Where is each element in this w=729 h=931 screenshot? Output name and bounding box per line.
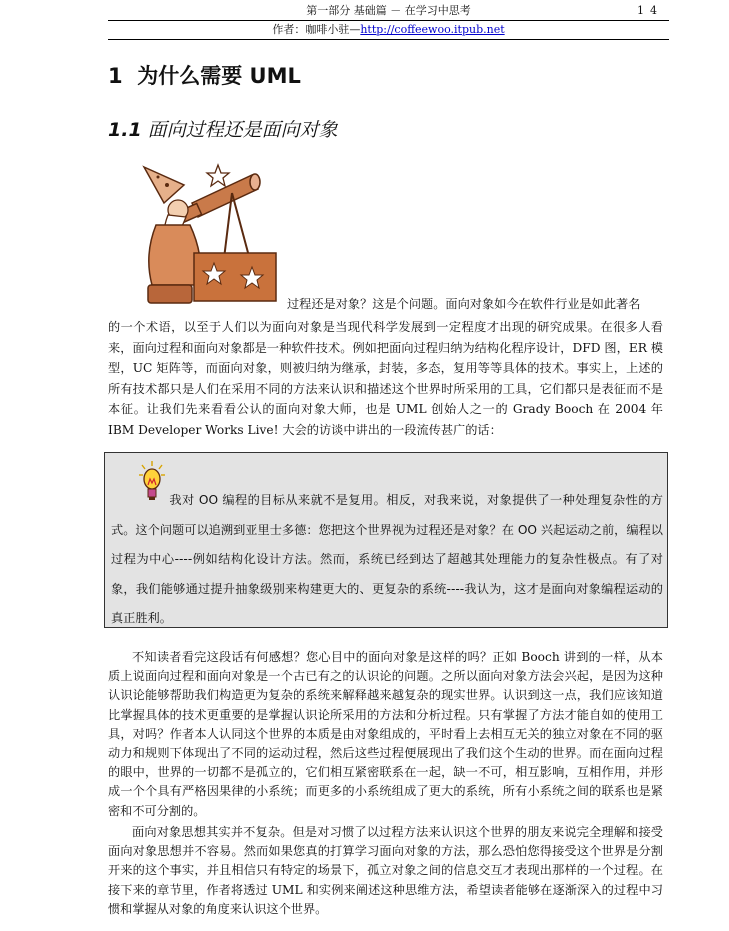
page-number: 14 bbox=[637, 4, 663, 17]
quote-text bbox=[111, 486, 663, 634]
intro-first-line: 过程还是对象？这是个问题。面向对象如今在软件行业是如此著名 bbox=[287, 297, 641, 311]
page-header bbox=[108, 4, 669, 40]
header-section-title: 第一部分 基础篇 － 在学习中思考 bbox=[306, 4, 471, 17]
header-rule-bottom bbox=[108, 39, 669, 40]
section-number: 1.1 bbox=[108, 119, 142, 141]
chapter-heading bbox=[108, 60, 301, 90]
author-label: 作者：咖啡小驻— bbox=[272, 23, 361, 36]
body-paragraph-2: 不知读者看完这段话有何感想？您心目中的面向对象是这样的吗？正如 Booch 讲到的一样，从本质上说面向过程和面向对象是一个古已有之的认识论的问题。之所以面向对象方法会兴起，是因为这种认识论能够帮助我们构造更为复杂的系统来解释越来越复杂的现实世界。认识到这一点，我们应该知道比掌握具体的技术更重要的是掌握认识论所采用的方法和分析过程。只有掌握了方法才能自如的使用工具，对吗？作者本人认同这个世界的本质是由对象组成的，平时看上去相互无关的独立对象在不同的驱动力和规则下体现出了不同的运动过程，然后这些过程便展现出了我们这个生动的世界。而在面向过程的眼中，世界的一切都不是孤立的，它们相互紧密联系在一起，缺一不可，相互影响，互相作用，并形成一个个具有严格因果律的小系统；而更多的小系统组成了更大的系统，所有小系统之间的联系也是紧密和不可分割的。 bbox=[108, 650, 663, 818]
section-heading bbox=[108, 115, 338, 142]
author-link[interactable]: http://coffeewoo.itpub.net bbox=[360, 23, 505, 36]
chapter-title: 为什么需要 UML bbox=[137, 64, 301, 88]
chapter-number: 1 bbox=[108, 64, 123, 88]
body-paragraph-3: 面向对象思想其实并不复杂。但是对习惯了以过程方法来认识这个世界的朋友来说完全理解和接受面向对象思想并不容易。然而如果您真的打算学习面向对象的方法，那么恐怕您得接受这个世界是分割开来的这个事实，并且相信只有特定的场景下，孤立对象之间的信息交互才表现出那样的一个过程。在接下来的章节里，作者将透过 UML 和实例来阐述这种思维方法，希望读者能够在逐渐深入的过程中习惯和掌握从对象的角度来认识这个世界。 bbox=[108, 825, 663, 916]
section-title: 面向过程还是面向对象 bbox=[147, 119, 338, 141]
header-rule bbox=[108, 20, 669, 21]
intro-paragraph: 的一个术语，以至于人们以为面向对象是当现代科学发展到一定程度才出现的研究成果。在很多人看来，面向过程和面向对象都是一种软件技术。例如把面向过程归纳为结构化程序设计，DFD 图，ER 模型，UC 矩阵等，而面向对象，则被归纳为继承，封装，多态，复用等等具体的技术。事实上，上述的所有技术都只是人们在采用不同的方法来认识和描述这个世界时所采用的工具，它们都只是表征而不是本征。让我们先来看看公认的面向对象大师，也是 UML 创始人之一的 Grady Booch 在 2004 年 IBM Developer Works Live! 大会的访谈中讲出的一段流传甚广的话： bbox=[108, 320, 663, 437]
wizard-telescope-icon bbox=[134, 155, 282, 310]
quote-body: 我对 OO 编程的目标从来就不是复用。相反，对我来说，对象提供了一种处理复杂性的方式。这个问题可以追溯到亚里士多德：您把这个世界视为过程还是对象？在 OO 兴起运动之前，编程以过程为中心----例如结构化设计方法。然而，系统已经到达了超越其处理能力的复杂性极点。有了对象，我们能够通过提升抽象级别来构建更大的、更复杂的系统----我认为，这才是面向对象编程运动的真正胜利。 bbox=[111, 493, 663, 625]
quote-box bbox=[104, 452, 668, 628]
